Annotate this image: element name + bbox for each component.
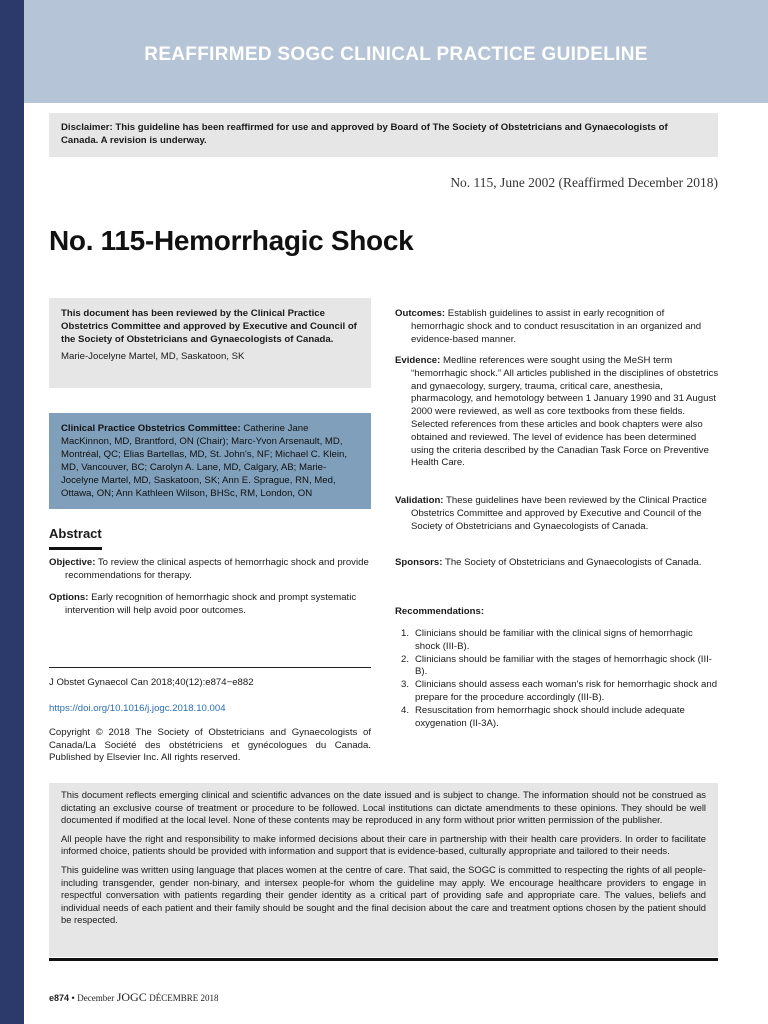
- header-title: REAFFIRMED SOGC CLINICAL PRACTICE GUIDELINE: [144, 44, 648, 65]
- copyright-notice: Copyright © 2018 The Society of Obstetricians and Gynaecologists of Canada/La Société des obstétriciens et gynécologues du Canada. Published by Elsevier Inc. All rights reserved.: [49, 727, 371, 763]
- recommendation-number: 1.: [401, 628, 410, 639]
- recommendations-list: [401, 628, 720, 730]
- committee-members: Catherine Jane MacKinnon, MD, Brantford, ON (Chair); Marc-Yvon Arsenault, MD, Montréal, QC; Elias Bartellas, MD, St. John's, NF; Michael C. Klein, MD, Vancouver, BC; Carolyn A. Lane, MD, Calgary, AB; Marie-Jocelyne Martel, MD, Saskatoon, SK; Ann E. Sprague, RN, Med, Ottawa, ON; Ann Kathleen Wilson, BHSc, RM, London, ON: [61, 423, 348, 499]
- recommendation-item: [401, 705, 720, 731]
- footer-month-fr-year: DÉCEMBRE 2018: [149, 993, 219, 1003]
- journal-citation: J Obstet Gynaecol Can 2018;40(12):e874−e882: [49, 677, 254, 688]
- committee-label: Clinical Practice Obstetrics Committee:: [61, 423, 241, 434]
- sponsors-paragraph: [395, 557, 720, 570]
- validation-text: These guidelines have been reviewed by the Clinical Practice Obstetrics Committee and approved by Executive and Council of the Society of Obstetricians and Gynaecologists of Canada.: [411, 495, 707, 532]
- review-author: Marie-Jocelyne Martel, MD, Saskatoon, SK: [61, 351, 245, 362]
- review-statement-box: [49, 298, 371, 388]
- recommendation-text: Clinicians should be familiar with the clinical signs of hemorrhagic shock (III-B).: [415, 628, 693, 652]
- recommendation-number: 4.: [401, 704, 410, 716]
- page-number: e874: [49, 993, 70, 1003]
- footer-bullet: •: [71, 993, 75, 1003]
- recommendation-item: [401, 654, 720, 680]
- recommendation-text: Clinicians should assess each woman's risk for hemorrhagic shock and prepare for the procedure accordingly (III-B).: [415, 679, 718, 703]
- recommendation-text: Clinicians should be familiar with the stages of hemorrhagic shock (III-B).: [415, 653, 713, 678]
- recommendation-item: [401, 628, 720, 654]
- footer-month-en: December: [77, 993, 115, 1003]
- recommendations-heading: Recommendations:: [395, 606, 485, 617]
- validation-paragraph: [395, 495, 720, 533]
- left-accent-bar: [0, 0, 24, 1024]
- outcomes-paragraph: [395, 308, 720, 346]
- outcomes-text: Establish guidelines to assist in early recognition of hemorrhagic shock and to conduct resuscitation in an organized and evidence-based manner.: [411, 308, 702, 345]
- page-footer: [49, 990, 219, 1005]
- abstract-options: [49, 592, 371, 617]
- abstract-heading: Abstract: [49, 526, 102, 541]
- outcomes-label: Outcomes:: [395, 308, 446, 319]
- doi-link[interactable]: https://doi.org/10.1016/j.jogc.2018.10.004: [49, 703, 226, 714]
- evidence-paragraph: [395, 355, 720, 470]
- footer-journal: JOGC: [116, 990, 147, 1004]
- citation-divider: [49, 667, 371, 668]
- recommendation-number: 2.: [401, 653, 410, 665]
- notice-box: [49, 783, 718, 957]
- notice-paragraph-1: This document reflects emerging clinical and scientific advances on the date issued and is subject to change. The information should not be construed as dictating an exclusive course of treatment or procedure to be followed. Local institutions can dictate amendments to these opinions. They should be well documented if modified at the local level. None of these contents may be reproduced in any form without prior written permission of the publisher.: [61, 789, 706, 826]
- recommendation-item: [401, 679, 720, 705]
- objective-text: To review the clinical aspects of hemorrhagic shock and provide recommendations for therapy.: [65, 557, 369, 581]
- objective-label: Objective:: [49, 557, 96, 568]
- abstract-underline: [49, 547, 102, 550]
- document-title: No. 115-Hemorrhagic Shock: [49, 225, 414, 256]
- header-band: [24, 0, 768, 103]
- abstract-objective: [49, 557, 371, 582]
- sponsors-text: The Society of Obstetricians and Gynaecologists of Canada.: [444, 557, 702, 568]
- options-label: Options:: [49, 592, 89, 603]
- evidence-text: Medline references were sought using the MeSH term “hemorrhagic shock.” All articles published in the disciplines of obstetrics and gynaecology, surgery, trauma, critical care, anesthesia, pharmacology, and hemotology between 1 January 1990 and 31 August 2000 were reviewed, as well as core textbooks from these fields. Selected references from these articles and book chapters were also obtained and reviewed. The level of evidence has been determined using the criteria described by the Canadian Task Force on Preventive Health Care.: [411, 355, 719, 469]
- review-statement: This document has been reviewed by the Clinical Practice Obstetrics Committee and approved by Executive and Council of the Society of Obstetricians and Gynaecologists of Canada.: [61, 308, 357, 345]
- notice-paragraph-2: All people have the right and responsibility to make informed decisions about their care in partnership with their health care providers. In order to facilitate informed choice, patients should be provided with information and support that is evidence-based, culturally appropriate and tailored to their needs.: [61, 832, 706, 857]
- recommendation-number: 3.: [401, 679, 410, 691]
- issue-line: No. 115, June 2002 (Reaffirmed December 2018): [450, 175, 718, 190]
- recommendation-text: Resuscitation from hemorrhagic shock should include adequate oxygenation (II-3A).: [415, 704, 685, 729]
- notice-paragraph-3: This guideline was written using language that places women at the centre of care. That said, the SOGC is committed to respecting the rights of all people-including transgender, gender non-binary, and intersex people-for whom the guideline may apply. We encourage healthcare providers to engage in respectful conversation with patients regarding their gender identity as a critical part of providing safe and appropriate care. The values, beliefs and individual needs of each patient and their family should be sought and the final decision about the care and treatment options chosen by the patient should be respected.: [61, 863, 706, 926]
- sponsors-label: Sponsors:: [395, 557, 443, 568]
- committee-box: [49, 413, 371, 509]
- evidence-label: Evidence:: [395, 355, 441, 366]
- disclaimer-box: Disclaimer: This guideline has been reaffirmed for use and approved by Board of The Society of Obstetricians and Gynaecologists of Canada. A revision is underway.: [49, 113, 718, 157]
- notice-bottom-rule: [49, 958, 718, 961]
- options-text: Early recognition of hemorrhagic shock and prompt systematic intervention will help avoid poor outcomes.: [65, 592, 357, 616]
- validation-label: Validation:: [395, 495, 444, 506]
